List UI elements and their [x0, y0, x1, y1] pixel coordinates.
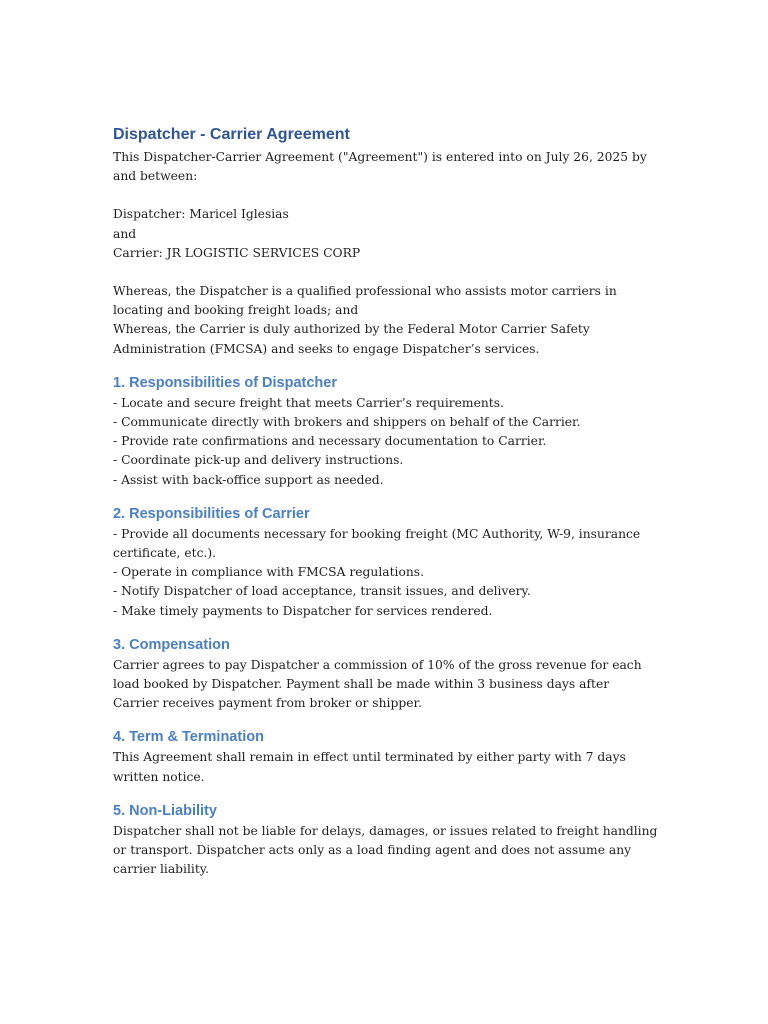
section-line: - Operate in compliance with FMCSA regulations.: [113, 565, 425, 580]
section-carrier-responsibilities: [113, 504, 658, 621]
section-line: - Make timely payments to Dispatcher for services rendered.: [113, 603, 493, 618]
section-heading: 4. Term & Termination: [113, 729, 264, 746]
section-compensation: [113, 635, 658, 714]
section-line: - Assist with back-office support as needed.: [113, 472, 384, 487]
carrier-party: Carrier: JR LOGISTIC SERVICES CORP: [113, 245, 361, 260]
section-dispatcher-responsibilities: [113, 373, 658, 490]
whereas-clause: Whereas, the Carrier is duly authorized by the Federal Motor Carrier Safety Administration (FMCSA) and seeks to engage Dispatcher’s services.: [113, 322, 590, 356]
section-line: - Notify Dispatcher of load acceptance, transit issues, and delivery.: [113, 584, 531, 599]
section-term-termination: [113, 727, 658, 786]
intro-paragraph: This Dispatcher-Carrier Agreement ("Agreement") is entered into on July 26, 2025 by and between:: [113, 150, 647, 184]
section-non-liability: [113, 801, 658, 880]
section-paragraph: This Agreement shall remain in effect until terminated by either party with 7 days written notice.: [113, 750, 626, 784]
document-page: [113, 124, 658, 879]
section-heading: 5. Non-Liability: [113, 802, 217, 819]
dispatcher-party: Dispatcher: Maricel Iglesias: [113, 207, 289, 222]
section-line: - Provide all documents necessary for booking freight (MC Authority, W-9, insurance certificate, etc.).: [113, 526, 641, 561]
section-line: - Communicate directly with brokers and shippers on behalf of the Carrier.: [113, 415, 581, 430]
section-paragraph: Carrier agrees to pay Dispatcher a commission of 10% of the gross revenue for each load booked by Dispatcher. Payment shall be made within 3 business days after Carrier receives payment from broker or shipper.: [113, 657, 642, 711]
whereas-clause: Whereas, the Dispatcher is a qualified professional who assists motor carriers in locating and booking freight loads; and: [113, 284, 617, 318]
parties-conjunction: and: [113, 226, 137, 241]
whereas-block: [113, 282, 658, 359]
section-paragraph: Dispatcher shall not be liable for delays, damages, or issues related to freight handling or transport. Dispatcher acts only as a load finding agent and does not assume any carrier liability.: [113, 823, 658, 877]
section-heading: 2. Responsibilities of Carrier: [113, 505, 310, 522]
section-heading: 1. Responsibilities of Dispatcher: [113, 374, 337, 391]
section-heading: 3. Compensation: [113, 636, 230, 653]
section-line: - Coordinate pick-up and delivery instructions.: [113, 453, 404, 468]
section-line: - Provide rate confirmations and necessary documentation to Carrier.: [113, 434, 547, 449]
section-line: - Locate and secure freight that meets Carrier’s requirements.: [113, 395, 504, 410]
parties-block: [113, 205, 658, 263]
document-title: Dispatcher - Carrier Agreement: [113, 126, 350, 143]
